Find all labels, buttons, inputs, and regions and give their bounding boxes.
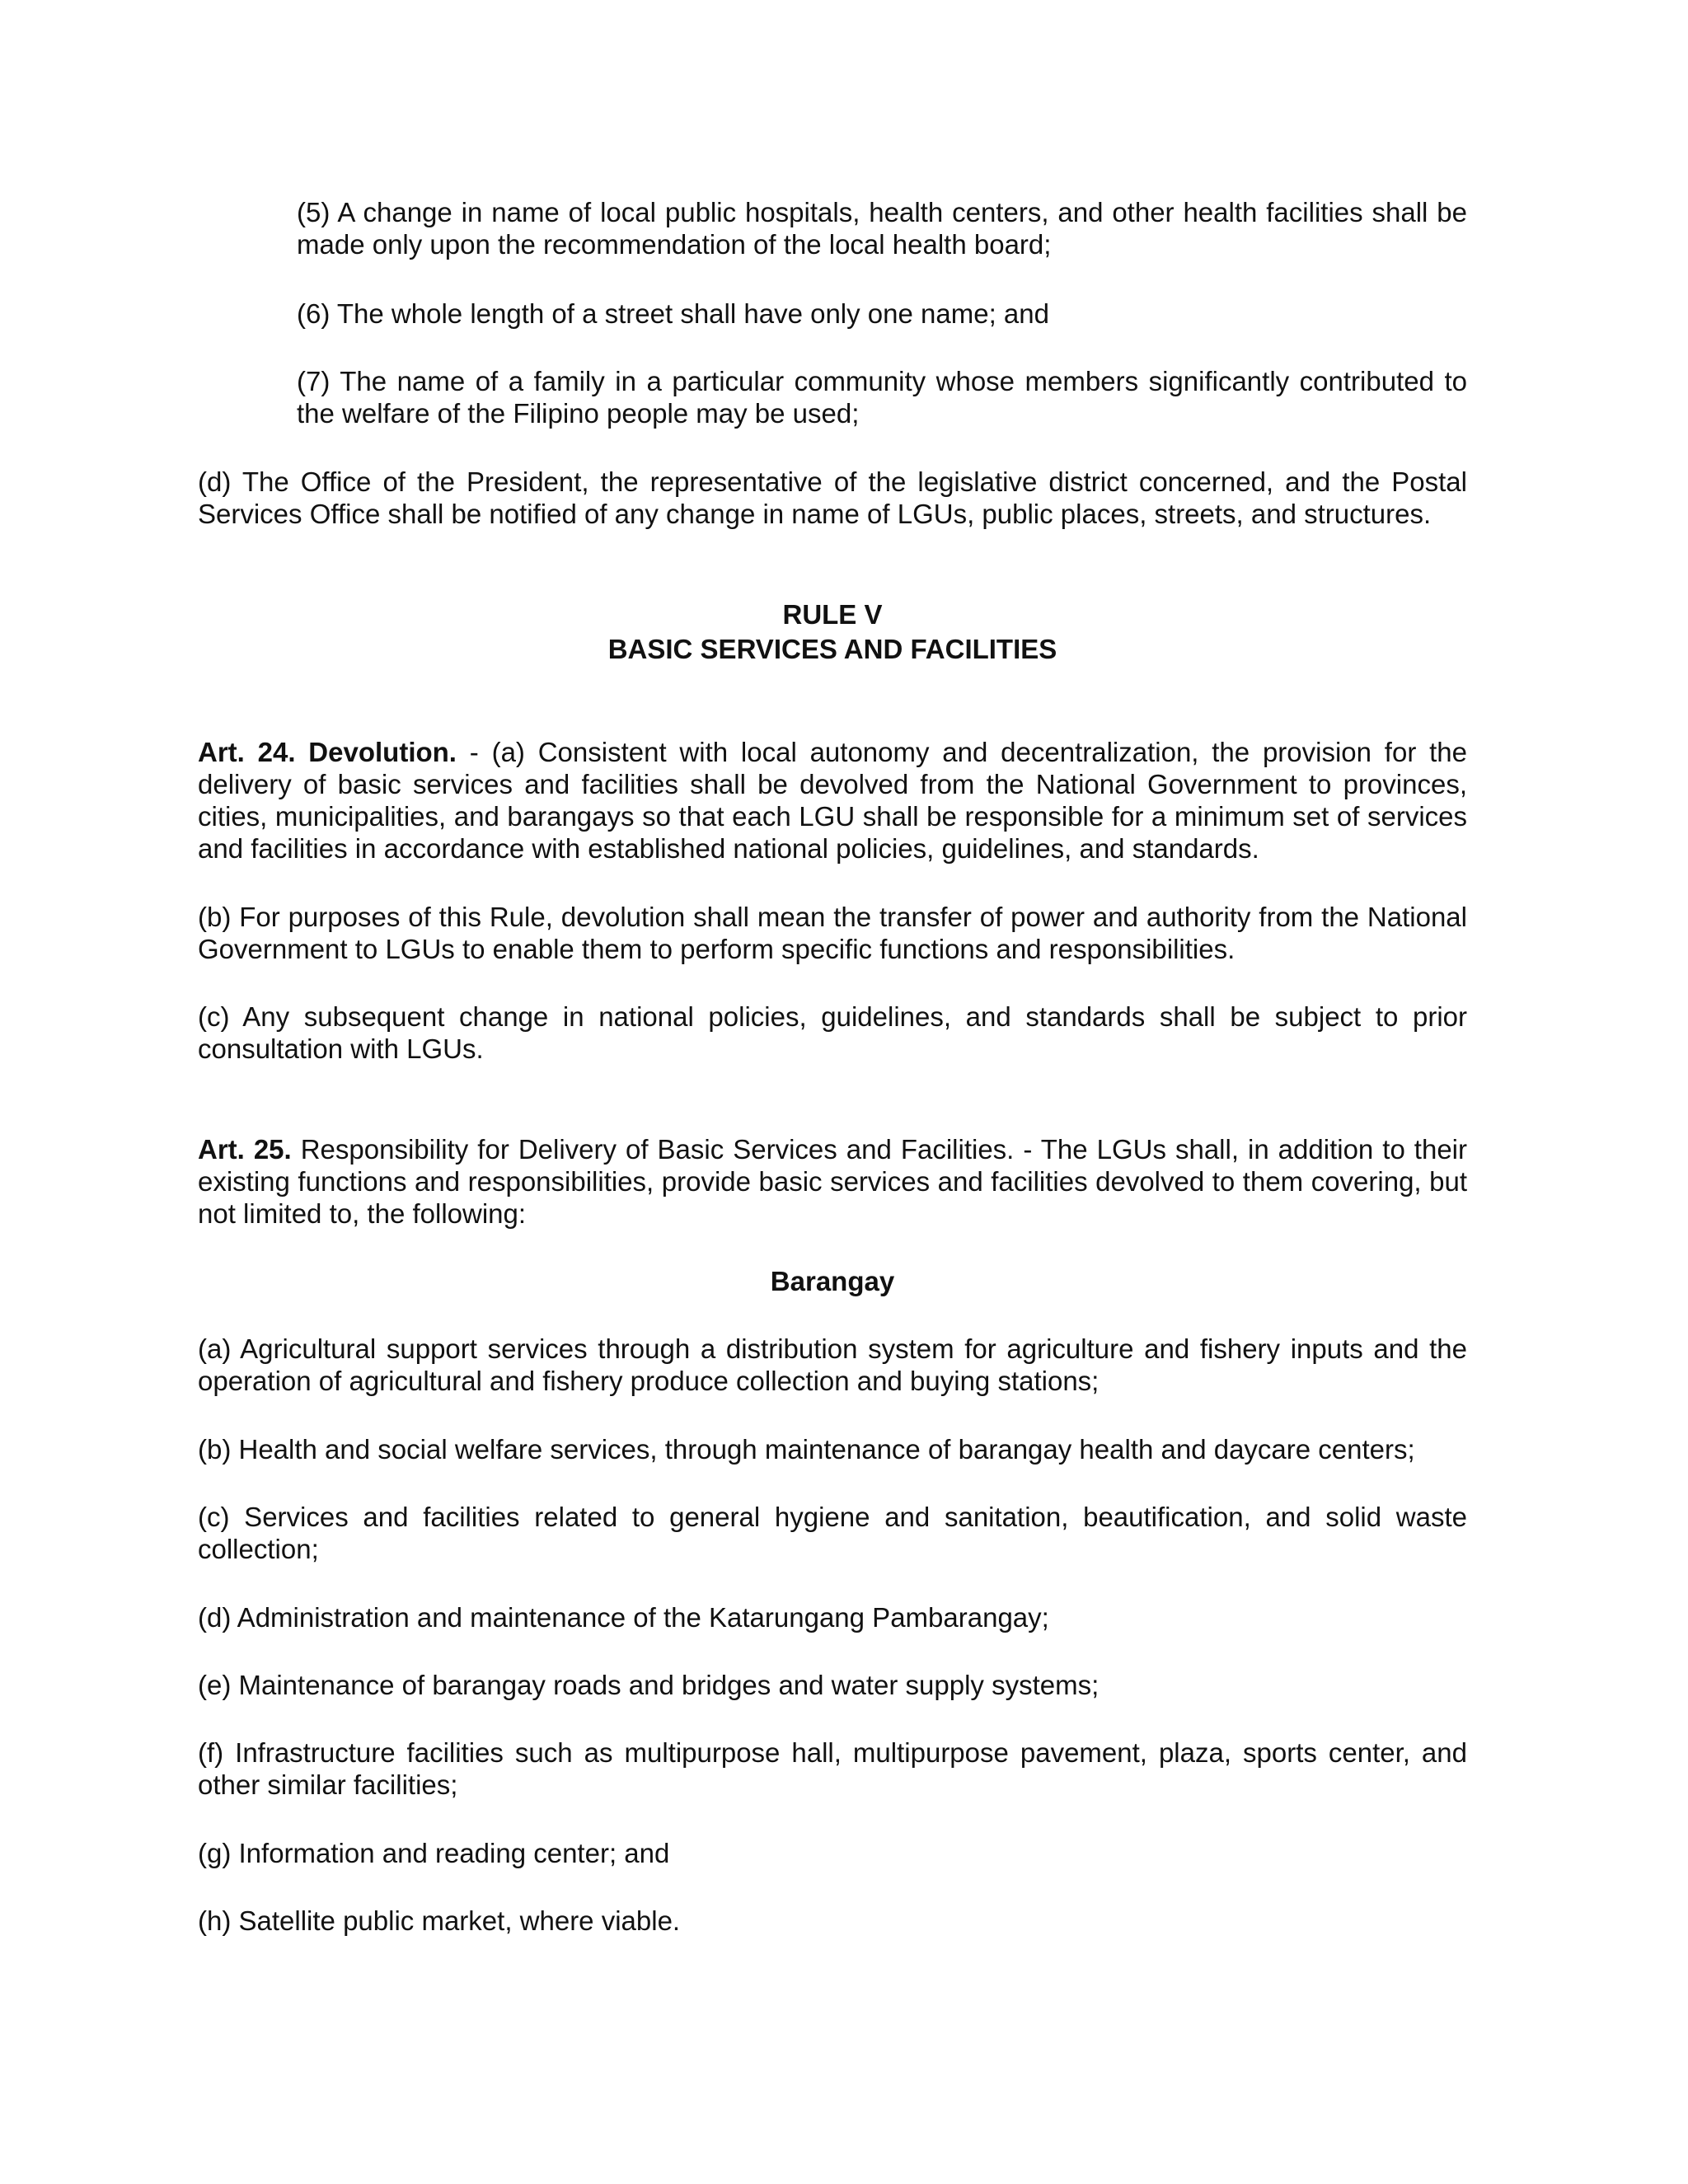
item-6: (6) The whole length of a street shall have only one name; and	[297, 298, 1049, 329]
barangay-item-c: (c) Services and facilities related to general hygiene and sanitation, beautification, and solid waste collection;	[198, 1502, 1467, 1564]
barangay-item-h: (h) Satellite public market, where viable.	[198, 1905, 681, 1936]
article-25-label: Art. 25.	[198, 1134, 292, 1165]
article-24-label: Art. 24. Devolution.	[198, 737, 457, 767]
barangay-item-b: (b) Health and social welfare services, through maintenance of barangay health and daycare centers;	[198, 1434, 1415, 1465]
barangay-item-a: (a) Agricultural support services through a distribution system for agriculture and fishery inputs and the operation of agricultural and fishery produce collection and buying stations;	[198, 1333, 1467, 1396]
barangay-item-f: (f) Infrastructure facilities such as multipurpose hall, multipurpose pavement, plaza, sports center, and other similar facilities;	[198, 1737, 1467, 1800]
item-7: (7) The name of a family in a particular community whose members significantly contributed to the welfare of the Filipino people may be used;	[297, 366, 1467, 429]
barangay-item-g: (g) Information and reading center; and	[198, 1838, 670, 1868]
barangay-heading: Barangay	[770, 1266, 895, 1296]
rule-title: BASIC SERVICES AND FACILITIES	[607, 634, 1057, 664]
item-5: (5) A change in name of local public hospitals, health centers, and other health facilities shall be made only upon the recommendation of the local health board;	[297, 197, 1467, 260]
article-25	[198, 1133, 1467, 1230]
article-24-c: (c) Any subsequent change in national policies, guidelines, and standards shall be subject to prior consultation with LGUs.	[198, 1001, 1467, 1064]
paragraph-d: (d) The Office of the President, the representative of the legislative district concerned, and the Postal Services Office shall be notified of any change in name of LGUs, public places, streets, and structures.	[198, 466, 1467, 529]
article-24-b: (b) For purposes of this Rule, devolution shall mean the transfer of power and authority from the National Government to LGUs to enable them to perform specific functions and responsibilities.	[198, 902, 1467, 964]
barangay-item-d: (d) Administration and maintenance of the Katarungang Pambarangay;	[198, 1602, 1049, 1633]
barangay-item-e: (e) Maintenance of barangay roads and bridges and water supply systems;	[198, 1670, 1100, 1700]
rule-number: RULE V	[782, 599, 883, 630]
article-24-text: - (a) Consistent with local autonomy and decentralization, the provision for the delivery of basic services and facilities shall be devolved from the National Government to provinces, cities, municipalities, and barangays so that each LGU shall be responsible for a minimum set of services and facilities in accordance with established national policies, guidelines, and standards.	[198, 737, 1467, 864]
article-24	[198, 736, 1467, 865]
article-25-text: Responsibility for Delivery of Basic Services and Facilities. - The LGUs shall, in addition to their existing functions and responsibilities, provide basic services and facilities devolved to them covering, but not limited to, the following:	[198, 1134, 1468, 1229]
